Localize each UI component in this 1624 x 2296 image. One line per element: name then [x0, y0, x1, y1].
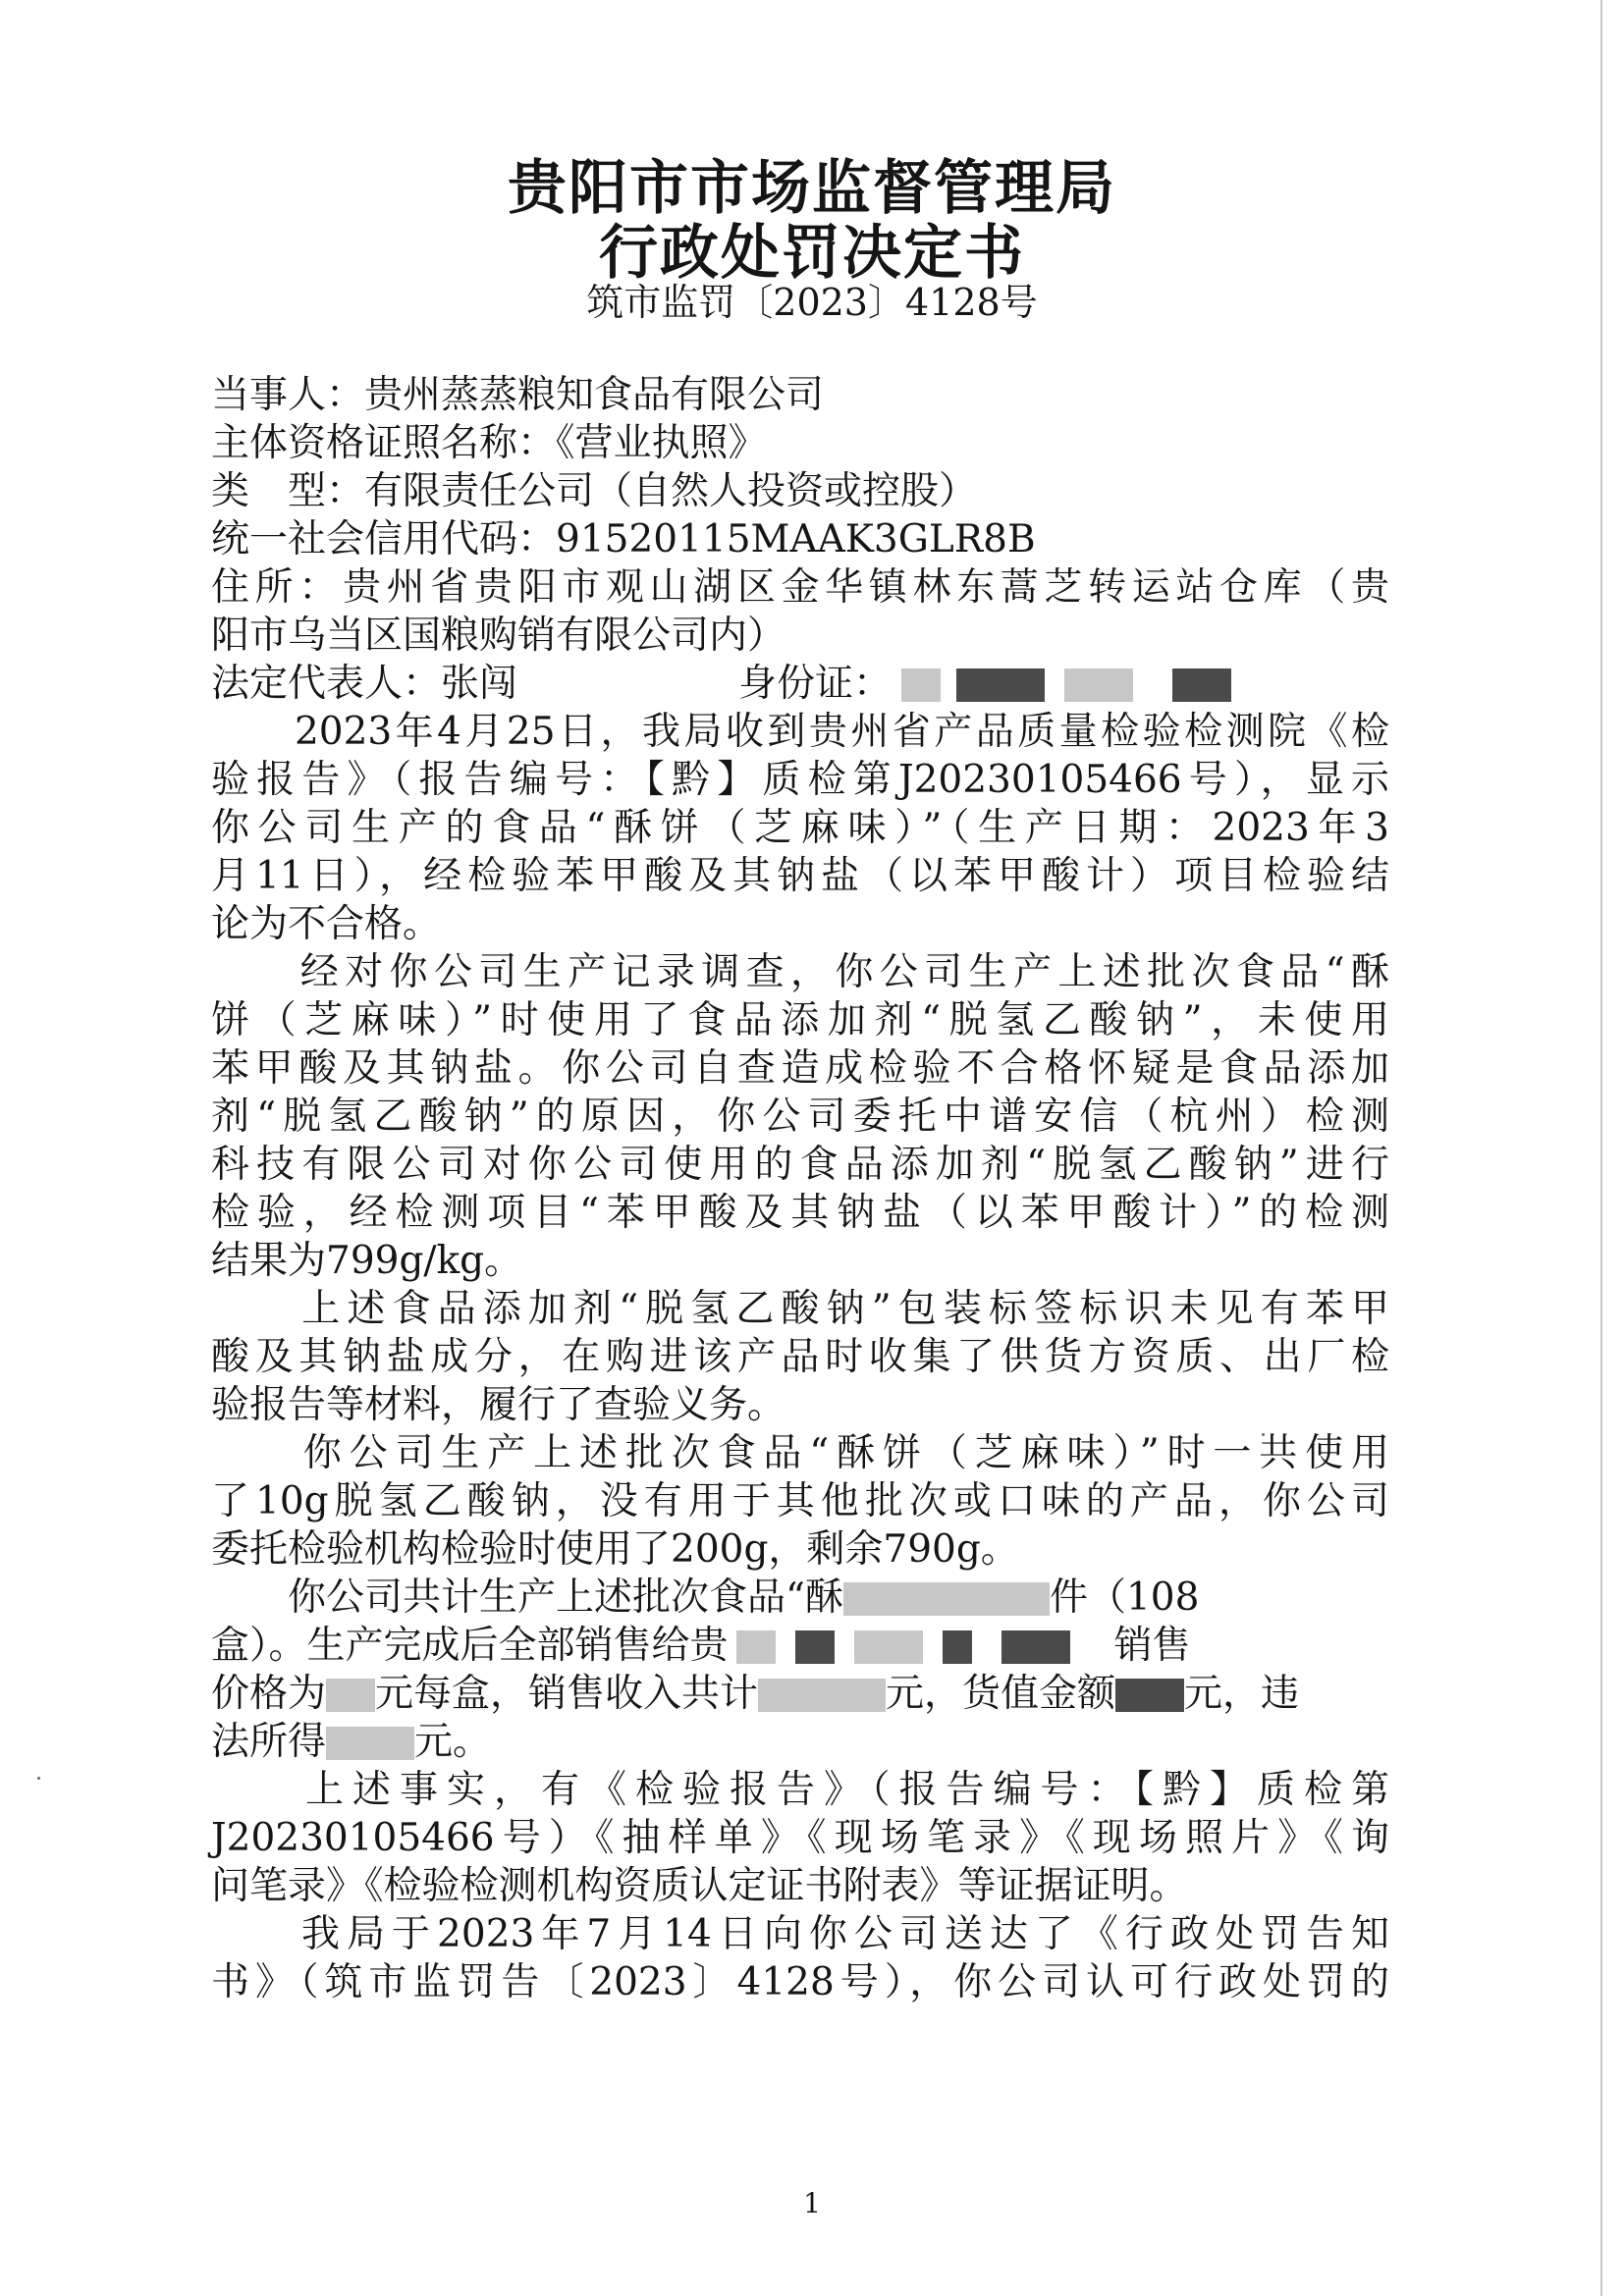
scan-speck	[37, 1777, 40, 1780]
agency-title: 贵阳市市场监督管理局	[508, 154, 1116, 223]
paragraph-line: 委托检验机构检验时使用了200g，剩余790g。	[211, 1527, 1019, 1572]
redaction-block	[901, 668, 941, 702]
license-name: 主体资格证照名称：《营业执照》	[211, 421, 767, 465]
paragraph-line: 剂“脱氢乙酸钠”的原因，你公司委托中谱安信（杭州）检测	[211, 1095, 1389, 1139]
sales-text: 元，违	[1184, 1672, 1300, 1716]
paragraph-line: 饼（芝麻味）”时使用了食品添加剂“脱氢乙酸钠”，未使用	[211, 998, 1389, 1042]
id-card-label: 身份证：	[738, 662, 893, 706]
document-number: 筑市监罚〔2023〕4128号	[586, 281, 1038, 324]
sales-text: 元。	[414, 1720, 492, 1764]
redaction-block	[1115, 1679, 1184, 1712]
redaction-block	[758, 1679, 886, 1712]
sales-text: 盒）。生产完成后全部销售给贵	[211, 1624, 729, 1668]
scan-edge	[1600, 0, 1602, 2296]
redaction-block	[326, 1727, 414, 1760]
address-line: 阳市乌当区国粮购销有限公司内）	[211, 614, 786, 658]
redaction-block	[1064, 668, 1133, 702]
paragraph-line: 论为不合格。	[211, 902, 442, 946]
sales-text: 元，货值金额	[886, 1672, 1116, 1716]
page-number: 1	[803, 2187, 821, 2219]
paragraph-line	[211, 1718, 1389, 1766]
paragraph-line: 上述事实，有《检验报告》（报告编号：【黔】质检第	[211, 1768, 1389, 1812]
paragraph-line: 验报告》（报告编号：【黔】质检第J20230105466号），显示	[211, 758, 1389, 802]
paragraph-line: 问笔录》《检验检测机构资质认定证书附表》等证据证明。	[211, 1864, 1188, 1908]
paragraph-line: 检验，经检测项目“苯甲酸及其钠盐（以苯甲酸计）”的检测	[211, 1191, 1389, 1235]
sales-text: 件（108	[1049, 1575, 1200, 1620]
paragraph-line	[211, 1622, 1389, 1670]
sales-text: 销售	[1113, 1624, 1191, 1668]
redaction-block	[1172, 668, 1231, 702]
redaction-block	[736, 1630, 776, 1664]
address-line: 住所：贵州省贵阳市观山湖区金华镇林东蒿芝转运站仓库（贵	[211, 565, 1389, 610]
sales-text: 元每盒，销售收入共计	[375, 1672, 759, 1716]
legal-representative-line	[211, 660, 1389, 708]
paragraph-line: 月11日），经检验苯甲酸及其钠盐（以苯甲酸计）项目检验结	[211, 854, 1389, 898]
paragraph-line: 验报告等材料，履行了查验义务。	[211, 1383, 786, 1427]
paragraph-line: 书》（筑市监罚告〔2023〕4128号），你公司认可行政处罚的	[211, 1960, 1389, 2004]
redaction-block	[843, 1582, 1050, 1616]
party-name: 当事人：贵州蒸蒸粮知食品有限公司	[211, 373, 825, 417]
paragraph-line: 2023年4月25日，我局收到贵州省产品质量检验检测院《检	[211, 710, 1389, 754]
paragraph-line: 科技有限公司对你公司使用的食品添加剂“脱氢乙酸钠”进行	[211, 1143, 1389, 1187]
redaction-block	[326, 1679, 375, 1712]
paragraph-line: 上述食品添加剂“脱氢乙酸钠”包装标签标识未见有苯甲	[211, 1287, 1389, 1331]
sales-text: 价格为	[211, 1672, 327, 1716]
paragraph-line: 你公司生产上述批次食品“酥饼（芝麻味）”时一共使用	[211, 1431, 1389, 1475]
paragraph-line	[211, 1574, 1389, 1622]
paragraph-line: 酸及其钠盐成分，在购进该产品时收集了供货方资质、出厂检	[211, 1335, 1389, 1379]
sales-text: 法所得	[211, 1720, 327, 1764]
paragraph-line: 你公司生产的食品“酥饼（芝麻味）”（生产日期：2023年3	[211, 806, 1389, 850]
document-body	[211, 371, 1389, 2006]
credit-code: 统一社会信用代码：91520115MAAK3GLR8B	[211, 517, 1036, 561]
paragraph-line: 我局于2023年7月14日向你公司送达了《行政处罚告知	[211, 1912, 1389, 1956]
redaction-block	[956, 668, 1045, 702]
paragraph-line: 结果为799g/kg。	[211, 1239, 523, 1283]
redaction-block	[1001, 1630, 1070, 1664]
paragraph-line: J20230105466号）《抽样单》《现场笔录》《现场照片》《询	[211, 1816, 1389, 1860]
paragraph-line	[211, 1670, 1389, 1718]
paragraph-line: 了10g脱氢乙酸钠，没有用于其他批次或口味的产品，你公司	[211, 1479, 1389, 1523]
paragraph-line: 苯甲酸及其钠盐。你公司自查造成检验不合格怀疑是食品添加	[211, 1046, 1389, 1091]
redaction-block	[943, 1630, 972, 1664]
sales-text: 你公司共计生产上述批次食品“酥	[211, 1575, 843, 1620]
entity-type: 类 型：有限责任公司（自然人投资或控股）	[211, 469, 978, 513]
paragraph-line: 经对你公司生产记录调查，你公司生产上述批次食品“酥	[211, 950, 1389, 994]
legal-rep-label: 法定代表人：张闯	[211, 662, 518, 706]
redaction-block	[795, 1630, 835, 1664]
document-title: 行政处罚决定书	[599, 219, 1025, 288]
redaction-block	[854, 1630, 923, 1664]
